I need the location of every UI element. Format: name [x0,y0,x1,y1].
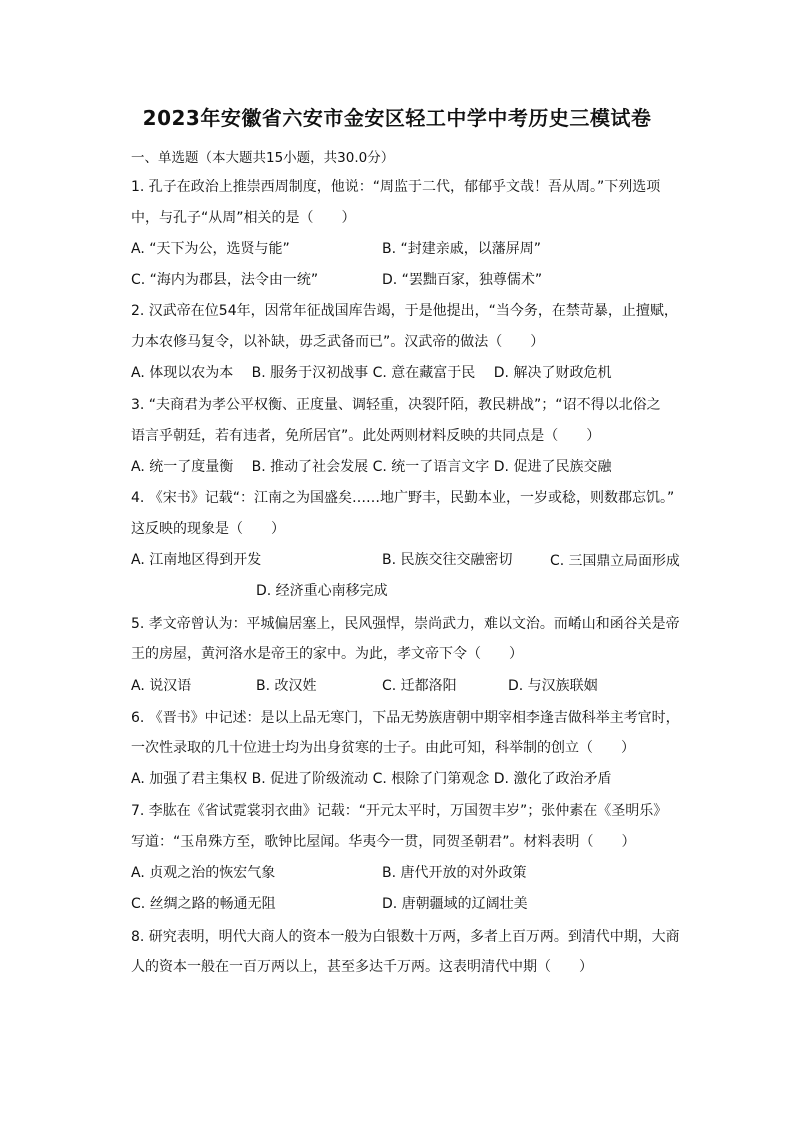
question-4-line-1: 4. 《宋书》记载“：江南之为国盛矣……地广野丰，民勤本业，一岁或稔，则数郡忘饥。” [131,490,675,506]
question-7-option-a: A. 贞观之治的恢宏气象 [131,865,276,881]
question-5-option-b: B. 改汉姓 [256,678,317,694]
question-6-options: A. 加强了君主集权 B. 促进了阶级流动 C. 根除了门第观念 D. 激化了政治矛盾 [131,771,612,787]
question-8-line-1: 8. 研究表明，明代大商人的资本一般为白银数十万两，多者上百万两。到清代中期，大商 [131,929,680,945]
question-7-line-2: 写道：“玉帛殊方至，歌钟比屋闻。华夷今一贯，同贺圣朝君”。材料表明（ ） [131,834,636,850]
question-6-line-1: 6. 《晋书》中记述：是以上品无寒门，下品无势族唐朝中期宰相李逢吉做科举主考官时， [131,710,680,726]
question-2-line-2: 力本农修马复令，以补缺，毋乏武备而已”。汉武帝的做法（ ） [131,334,545,350]
question-3-line-1: 3. “夫商君为孝公平权衡、正度量、调轻重，决裂阡陌，教民耕战”；“诏不得以北俗之 [131,397,661,413]
question-1-line-2: 中，与孔子“从周”相关的是（ ） [131,210,356,226]
question-2-line-1: 2. 汉武帝在位54年，因常年征战国库告竭，于是他提出，“当今务，在禁苛暴，止擅赋， [131,303,678,319]
question-4-option-b: B. 民族交往交融密切 [382,552,513,568]
question-1-line-1: 1. 孔子在政治上推崇西周制度，他说：“周监于二代，郁郁乎文哉！吾从周。”下列选项 [131,179,661,195]
question-2-options: A. 体现以农为本 B. 服务于汉初战事 C. 意在藏富于民 D. 解决了财政危机 [131,365,612,381]
question-7-option-d: D. 唐朝疆域的辽阔壮美 [382,896,528,912]
question-7-line-1: 7. 李肱在《省试霓裳羽衣曲》记载：“开元太平时，万国贺丰岁”；张仲素在《圣明乐》 [131,803,668,819]
question-3-options: A. 统一了度量衡 B. 推动了社会发展 C. 统一了语言文字 D. 促进了民族交融 [131,459,612,475]
question-5-option-d: D. 与汉族联姻 [508,678,598,694]
question-1-option-a: A. “天下为公，选贤与能” [131,241,290,257]
page-title: 2023年安徽省六安市金安区轻工中学中考历史三模试卷 [142,106,652,130]
question-4-option-a: A. 江南地区得到开发 [131,552,262,568]
question-1-option-d: D. “罢黜百家，独尊儒术” [382,272,543,288]
question-5-option-c: C. 迁都洛阳 [382,678,457,694]
question-7-option-b: B. 唐代开放的对外政策 [382,865,527,881]
question-3-line-2: 语言乎朝廷，若有违者，免所居官”。此处两则材料反映的共同点是（ ） [131,428,601,444]
question-4-option-d: D. 经济重心南移完成 [256,583,388,599]
question-1-option-c: C. “海内为郡县，法令由一统” [131,272,319,288]
question-6-line-2: 一次性录取的几十位进士均为出身贫寒的士子。由此可知，科举制的创立（ ） [131,740,635,756]
question-1-option-b: B. “封建亲戚，以藩屏周” [382,241,542,257]
question-5-line-2: 王的房屋，黄河洛水是帝王的家中。为此，孝文帝下令（ ） [131,646,523,662]
question-4-option-c: C. 三国鼎立局面形成 [550,553,680,569]
section-heading: 一、单选题（本大题共15小题，共30.0分） [131,150,395,166]
question-7-option-c: C. 丝绸之路的畅通无阻 [131,896,276,912]
question-4-line-2: 这反映的现象是（ ） [131,521,285,537]
question-5-line-1: 5. 孝文帝曾认为：平城偏居塞上，民风强悍，崇尚武力，难以文治。而崤山和函谷关是帝 [131,616,680,632]
question-5-option-a: A. 说汉语 [131,678,192,694]
question-8-line-2: 人的资本一般在一百万两以上，甚至多达千万两。这表明清代中期（ ） [131,959,593,975]
